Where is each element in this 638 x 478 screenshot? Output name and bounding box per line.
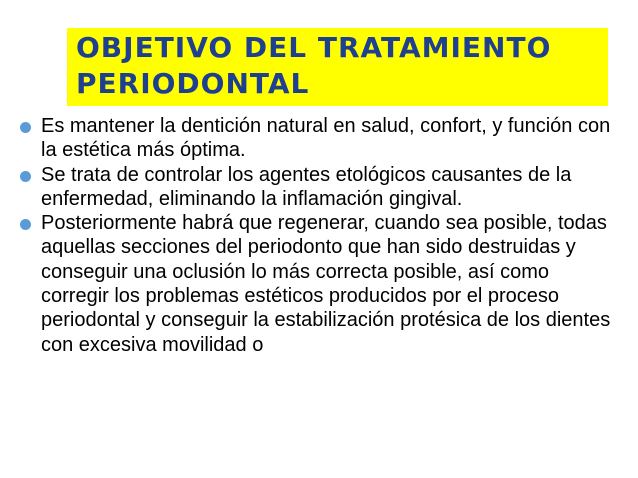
bullet-text: Es mantener la dentición natural en salud, confort, y función con la estética más óptima. <box>41 115 611 162</box>
bullet-text: Se trata de controlar los agentes etológicos causantes de la enfermedad, eliminando la inflamación gingival. <box>41 163 572 210</box>
bullet-item-1 <box>20 114 620 163</box>
bullet-item-2 <box>20 163 620 212</box>
bullet-dot-icon <box>20 171 31 182</box>
bullet-text: Posteriormente habrá que regenerar, cuando sea posible, todas aquellas secciones del periodonto que han sido destruidas y conseguir una oclusión lo más correcta posible, así como corregir los problemas estéticos producidos por el proceso periodontal y conseguir la estabilización protésica de los dientes con excesiva movilidad o <box>41 212 611 356</box>
bullet-list <box>20 114 620 357</box>
bullet-dot-icon <box>20 219 31 230</box>
bullet-item-3 <box>20 211 620 357</box>
title-highlight-box <box>67 28 608 106</box>
slide-title: OBJETIVO DEL TRATAMIENTO PERIODONTAL <box>76 31 552 100</box>
bullet-dot-icon <box>20 122 31 133</box>
